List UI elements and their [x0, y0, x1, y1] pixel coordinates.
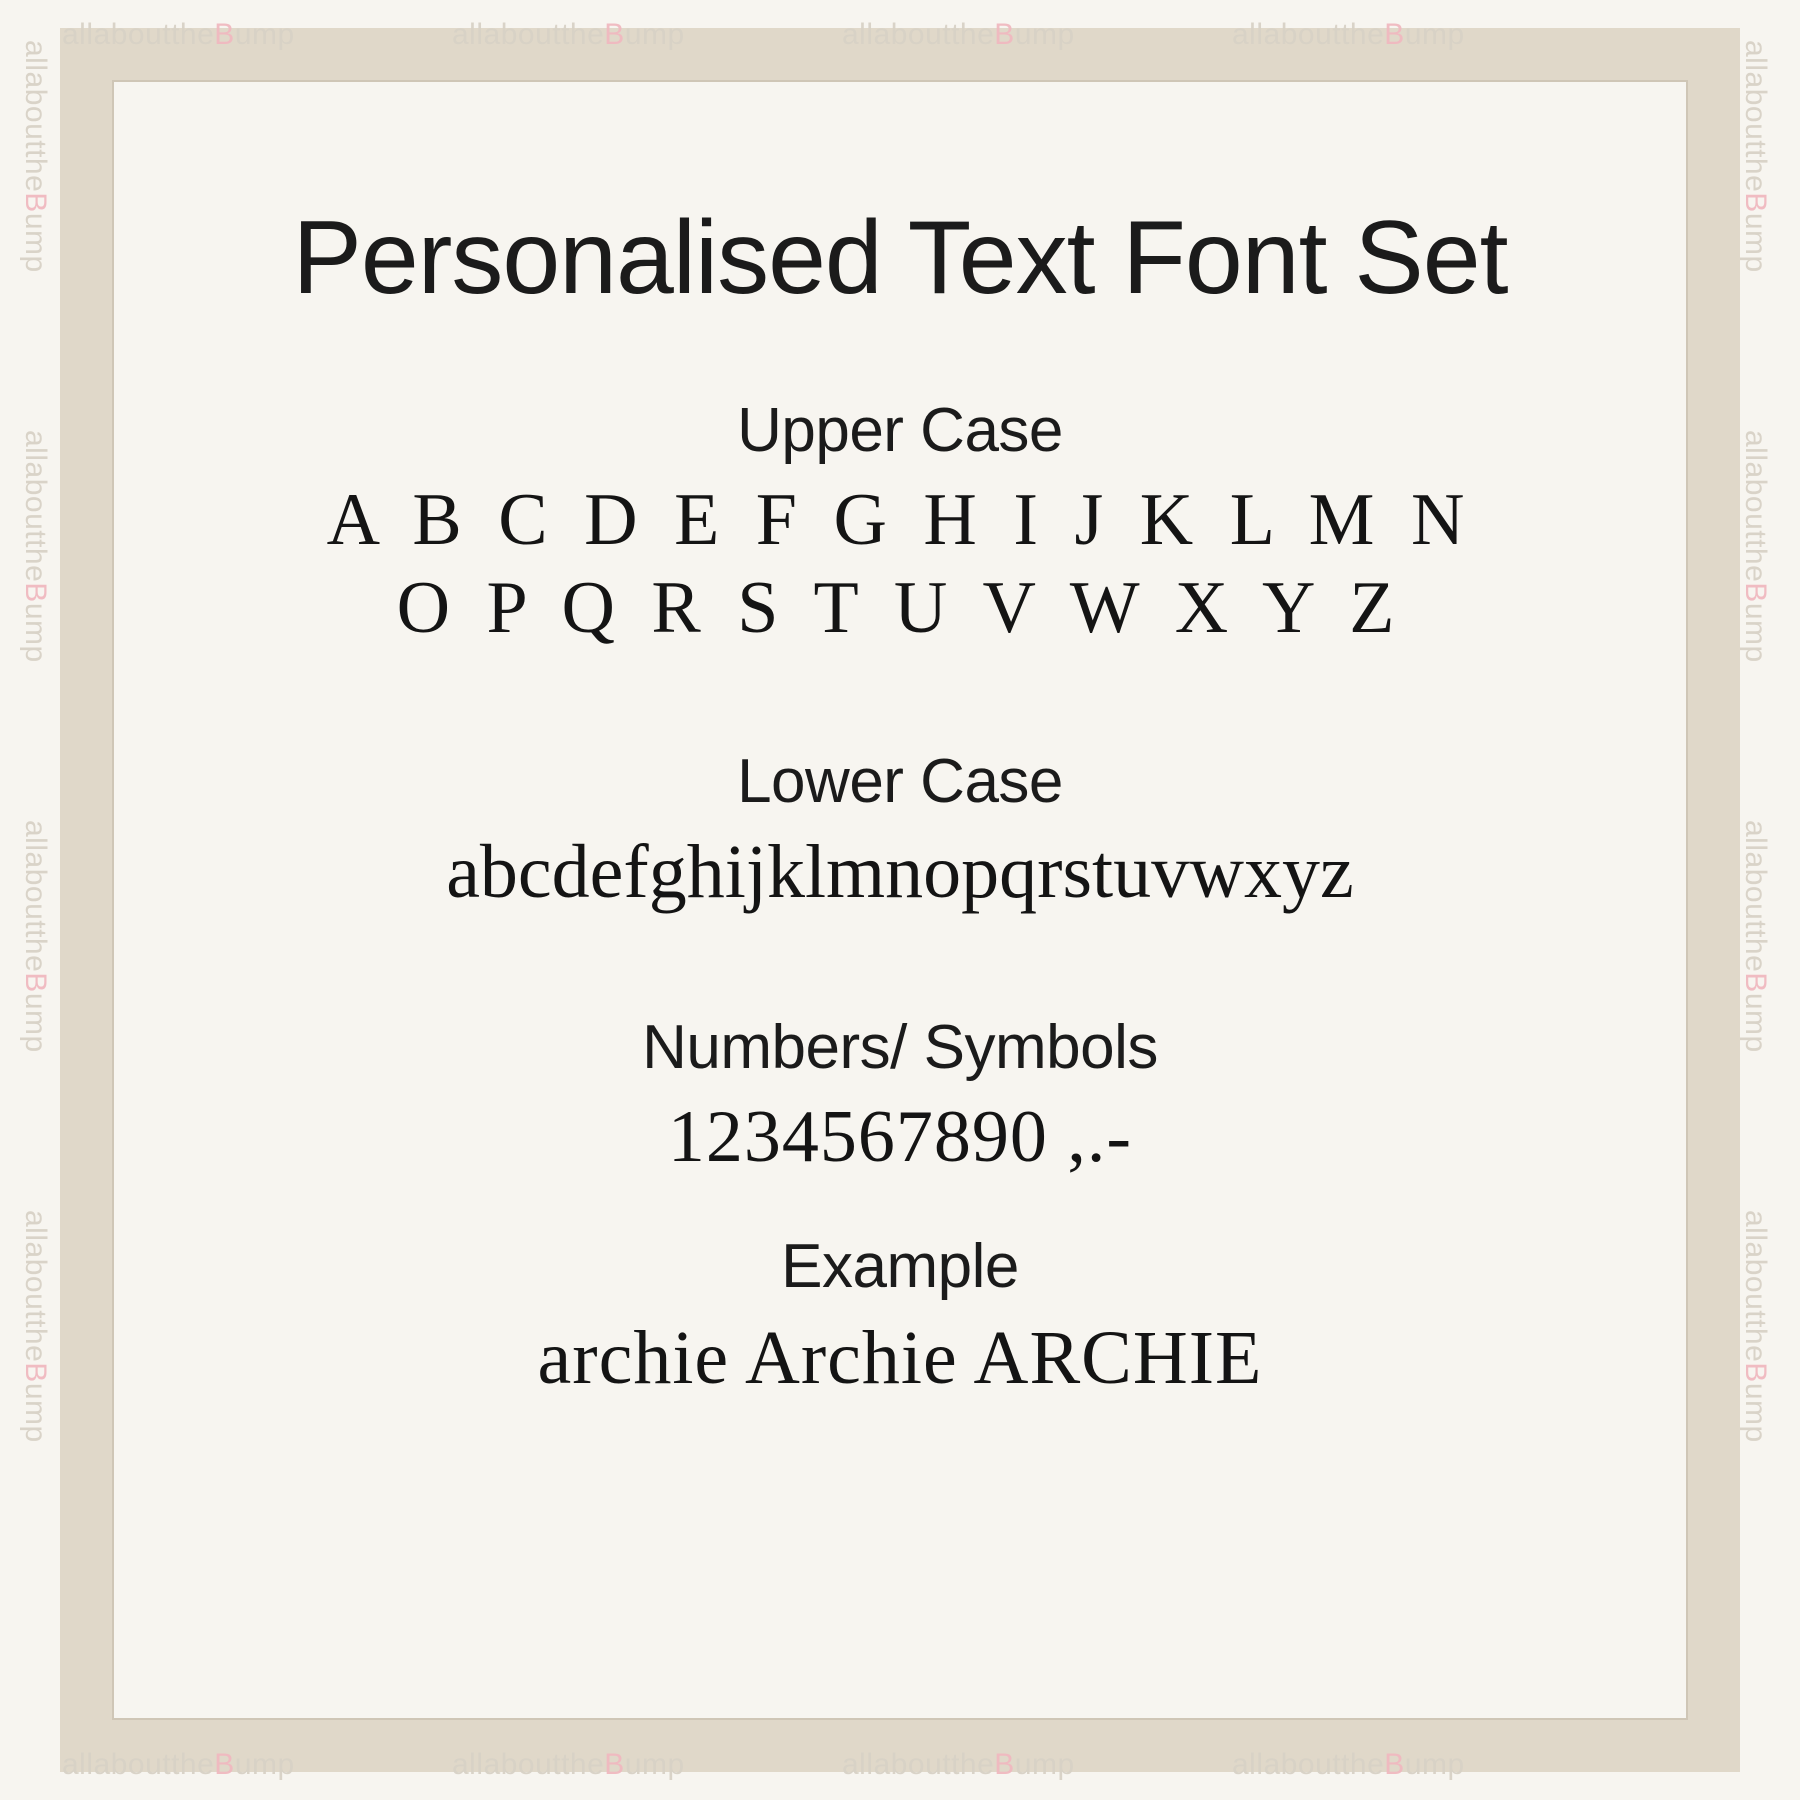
section-label-lower-case: Lower Case: [737, 747, 1063, 816]
watermark-left-1: allabouttheBump: [19, 40, 52, 273]
watermark-bottom-1: allabouttheBump: [62, 1748, 295, 1781]
poster-frame: [60, 28, 1740, 1772]
watermark-top-1: allabouttheBump: [62, 18, 295, 51]
section-lower-case: [114, 748, 1686, 918]
section-example: [114, 1233, 1686, 1403]
section-label-numbers-symbols: Numbers/ Symbols: [642, 1012, 1158, 1082]
watermark-left-2: allabouttheBump: [19, 430, 52, 663]
page-title: Personalised Text Font Set: [292, 200, 1508, 316]
watermark-top-3: allabouttheBump: [842, 18, 1075, 51]
section-label-upper-case: Upper Case: [737, 396, 1063, 466]
watermark-right-3: allabouttheBump: [1739, 820, 1772, 1053]
upper-case-line-2: O P Q R S T U V W X Y Z: [396, 566, 1404, 649]
watermark-right-4: allabouttheBump: [1739, 1210, 1772, 1443]
watermark-bottom-4: allabouttheBump: [1232, 1748, 1465, 1781]
watermark-bottom-2: allabouttheBump: [452, 1748, 685, 1781]
watermark-left-3: allabouttheBump: [19, 820, 52, 1053]
watermark-right-2: allabouttheBump: [1739, 430, 1772, 663]
section-numbers-symbols: [114, 1014, 1686, 1182]
watermark-top-4: allabouttheBump: [1232, 18, 1465, 51]
watermark-left-4: allabouttheBump: [19, 1210, 52, 1443]
numbers-symbols-line-1: 1234567890 ,.-: [667, 1096, 1133, 1179]
upper-case-line-1: A B C D E F G H I J K L M N: [326, 479, 1474, 562]
lower-case-line-1: abcdefghijklmnopqrstuvwxyz: [446, 830, 1354, 915]
watermark-right-1: allabouttheBump: [1739, 40, 1772, 273]
watermark-top-2: allabouttheBump: [452, 18, 685, 51]
section-label-example: Example: [781, 1232, 1019, 1302]
example-line-1: archie Archie ARCHIE: [537, 1315, 1263, 1400]
watermark-bottom-3: allabouttheBump: [842, 1748, 1075, 1781]
poster-inner: [112, 80, 1688, 1720]
section-upper-case: [114, 397, 1686, 652]
